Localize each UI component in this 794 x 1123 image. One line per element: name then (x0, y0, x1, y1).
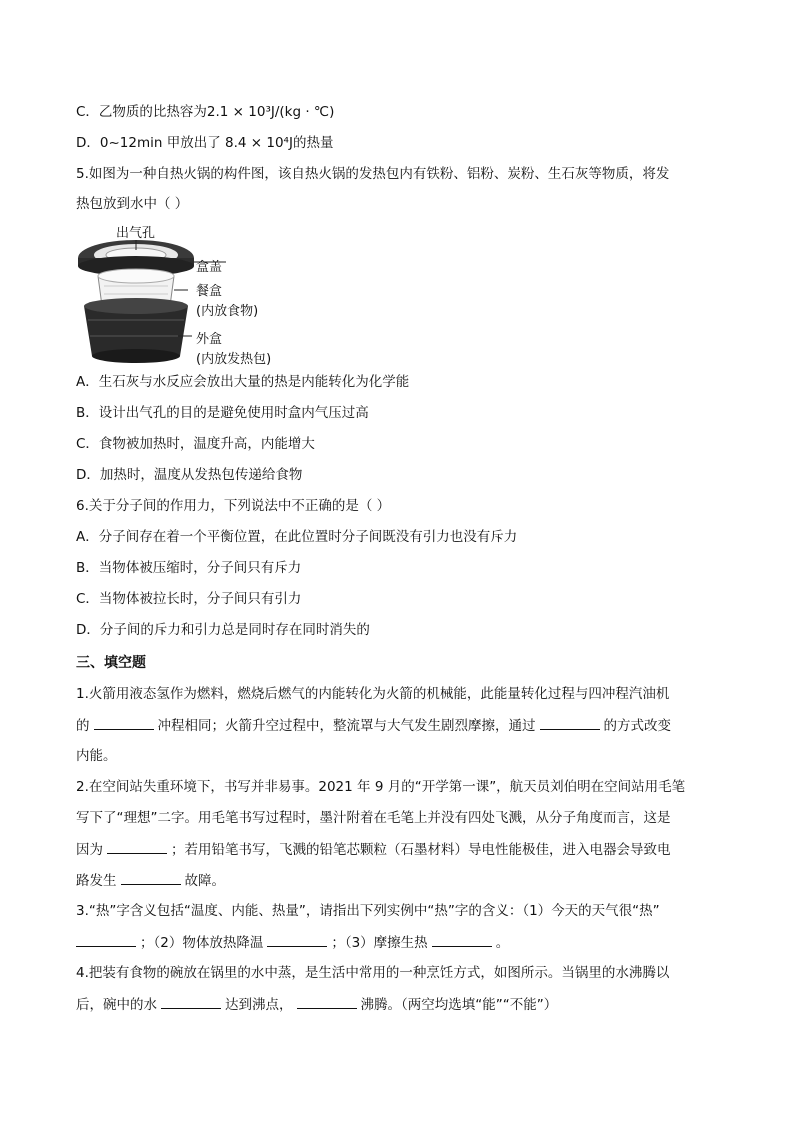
f4-line-1: 4.把装有食物的碗放在锅里的水中蒸，是生活中常用的一种烹饪方式，如图所示。当锅里的水沸腾以 (76, 965, 670, 981)
answer-blank[interactable] (267, 932, 327, 947)
hot-pot-figure (74, 228, 274, 368)
f1-line-1: 1.火箭用液态氢作为燃料，燃烧后燃气的内能转化为火箭的机械能，此能量转化过程与四冲程汽油机 (76, 686, 670, 702)
f3-text-c: 。 (495, 935, 510, 951)
f2-line-2: 写下了“理想”二字。用毛笔书写过程时，墨汁附着在毛笔上并没有四处飞溅，从分子角度而言，这是 (76, 810, 671, 826)
q5-option-c: C．食物被加热时，温度升高，内能增大 (76, 436, 315, 452)
f1-text-b: 冲程相同；火箭升空过程中，整流罩与大气发生剧烈摩擦，通过 (157, 718, 536, 734)
f2-line-4 (76, 870, 225, 891)
section-fill-blank-title: 三、填空题 (76, 655, 146, 671)
answer-blank[interactable] (161, 994, 221, 1009)
f4-text-c: 沸腾。（两空均选填“能”“不能”） (360, 997, 558, 1013)
hot-pot-illustration (74, 228, 274, 368)
q6-option-c: C．当物体被拉长时，分子间只有引力 (76, 591, 302, 607)
f3-line-1: 3.“热”字含义包括“温度、内能、热量”，请指出下列实例中“热”字的含义：（1）今天的天气很“热” (76, 903, 660, 919)
q4-option-d: D．0~12min 甲放出了 8.4 × 10⁴J的热量 (76, 135, 334, 151)
q4-option-c: C．乙物质的比热容为2.1 × 10³J/(kg · ℃) (76, 104, 335, 120)
f4-text-a: 后，碗中的水 (76, 997, 157, 1013)
f1-text-c: 的方式改变 (603, 718, 671, 734)
f2-text-c: 路发生 (76, 873, 117, 889)
lid-label: 盒盖 (196, 260, 223, 275)
f3-text-a: ；（2）物体放热降温 (140, 935, 264, 951)
f3-text-b: ；（3）摩擦生热 (331, 935, 428, 951)
q5-option-d: D．加热时，温度从发热包传递给食物 (76, 467, 303, 483)
answer-blank[interactable] (540, 715, 600, 730)
outer-label: 外盒 (196, 332, 223, 347)
q6-option-d: D．分子间的斥力和引力总是同时存在同时消失的 (76, 622, 370, 638)
q5-stem-2: 热包放到水中（ ） (76, 196, 189, 212)
q6-stem: 6.关于分子间的作用力，下列说法中不正确的是（ ） (76, 498, 391, 514)
f2-text-a: 因为 (76, 842, 103, 858)
f3-line-2 (76, 932, 509, 953)
f2-line-1: 2.在空间站失重环境下，书写并非易事。2021 年 9 月的“开学第一课”，航天员刘伯明在空间站用毛笔 (76, 779, 686, 795)
q6-option-a: A．分子间存在着一个平衡位置，在此位置时分子间既没有引力也没有斥力 (76, 529, 518, 545)
f1-line-2 (76, 715, 671, 736)
answer-blank[interactable] (297, 994, 357, 1009)
f2-text-d: 故障。 (184, 873, 225, 889)
answer-blank[interactable] (121, 870, 181, 885)
q5-stem-1: 5.如图为一种自热火锅的构件图，该自热火锅的发热包内有铁粉、铝粉、炭粉、生石灰等物质，将发 (76, 166, 670, 182)
f2-line-3 (76, 839, 671, 860)
answer-blank[interactable] (76, 932, 136, 947)
answer-blank[interactable] (94, 715, 154, 730)
f1-text-a: 的 (76, 718, 90, 734)
f1-line-3: 内能。 (76, 748, 117, 764)
q5-option-a: A．生石灰与水反应会放出大量的热是内能转化为化学能 (76, 374, 410, 390)
f4-line-2 (76, 994, 557, 1015)
answer-blank[interactable] (107, 839, 167, 854)
bowl-sublabel: (内放食物) (196, 304, 259, 319)
outer-sublabel: (内放发热包) (196, 352, 272, 367)
f4-text-b: 达到沸点， (225, 997, 293, 1013)
f2-text-b: ；若用铅笔书写，飞溅的铅笔芯颗粒（石墨材料）导电性能极佳，进入电器会导致电 (171, 842, 671, 858)
q6-option-b: B．当物体被压缩时，分子间只有斥力 (76, 560, 302, 576)
q5-option-b: B．设计出气孔的目的是避免使用时盒内气压过高 (76, 405, 369, 421)
answer-blank[interactable] (432, 932, 492, 947)
vent-label: 出气孔 (116, 226, 156, 241)
bowl-label: 餐盒 (196, 284, 223, 299)
